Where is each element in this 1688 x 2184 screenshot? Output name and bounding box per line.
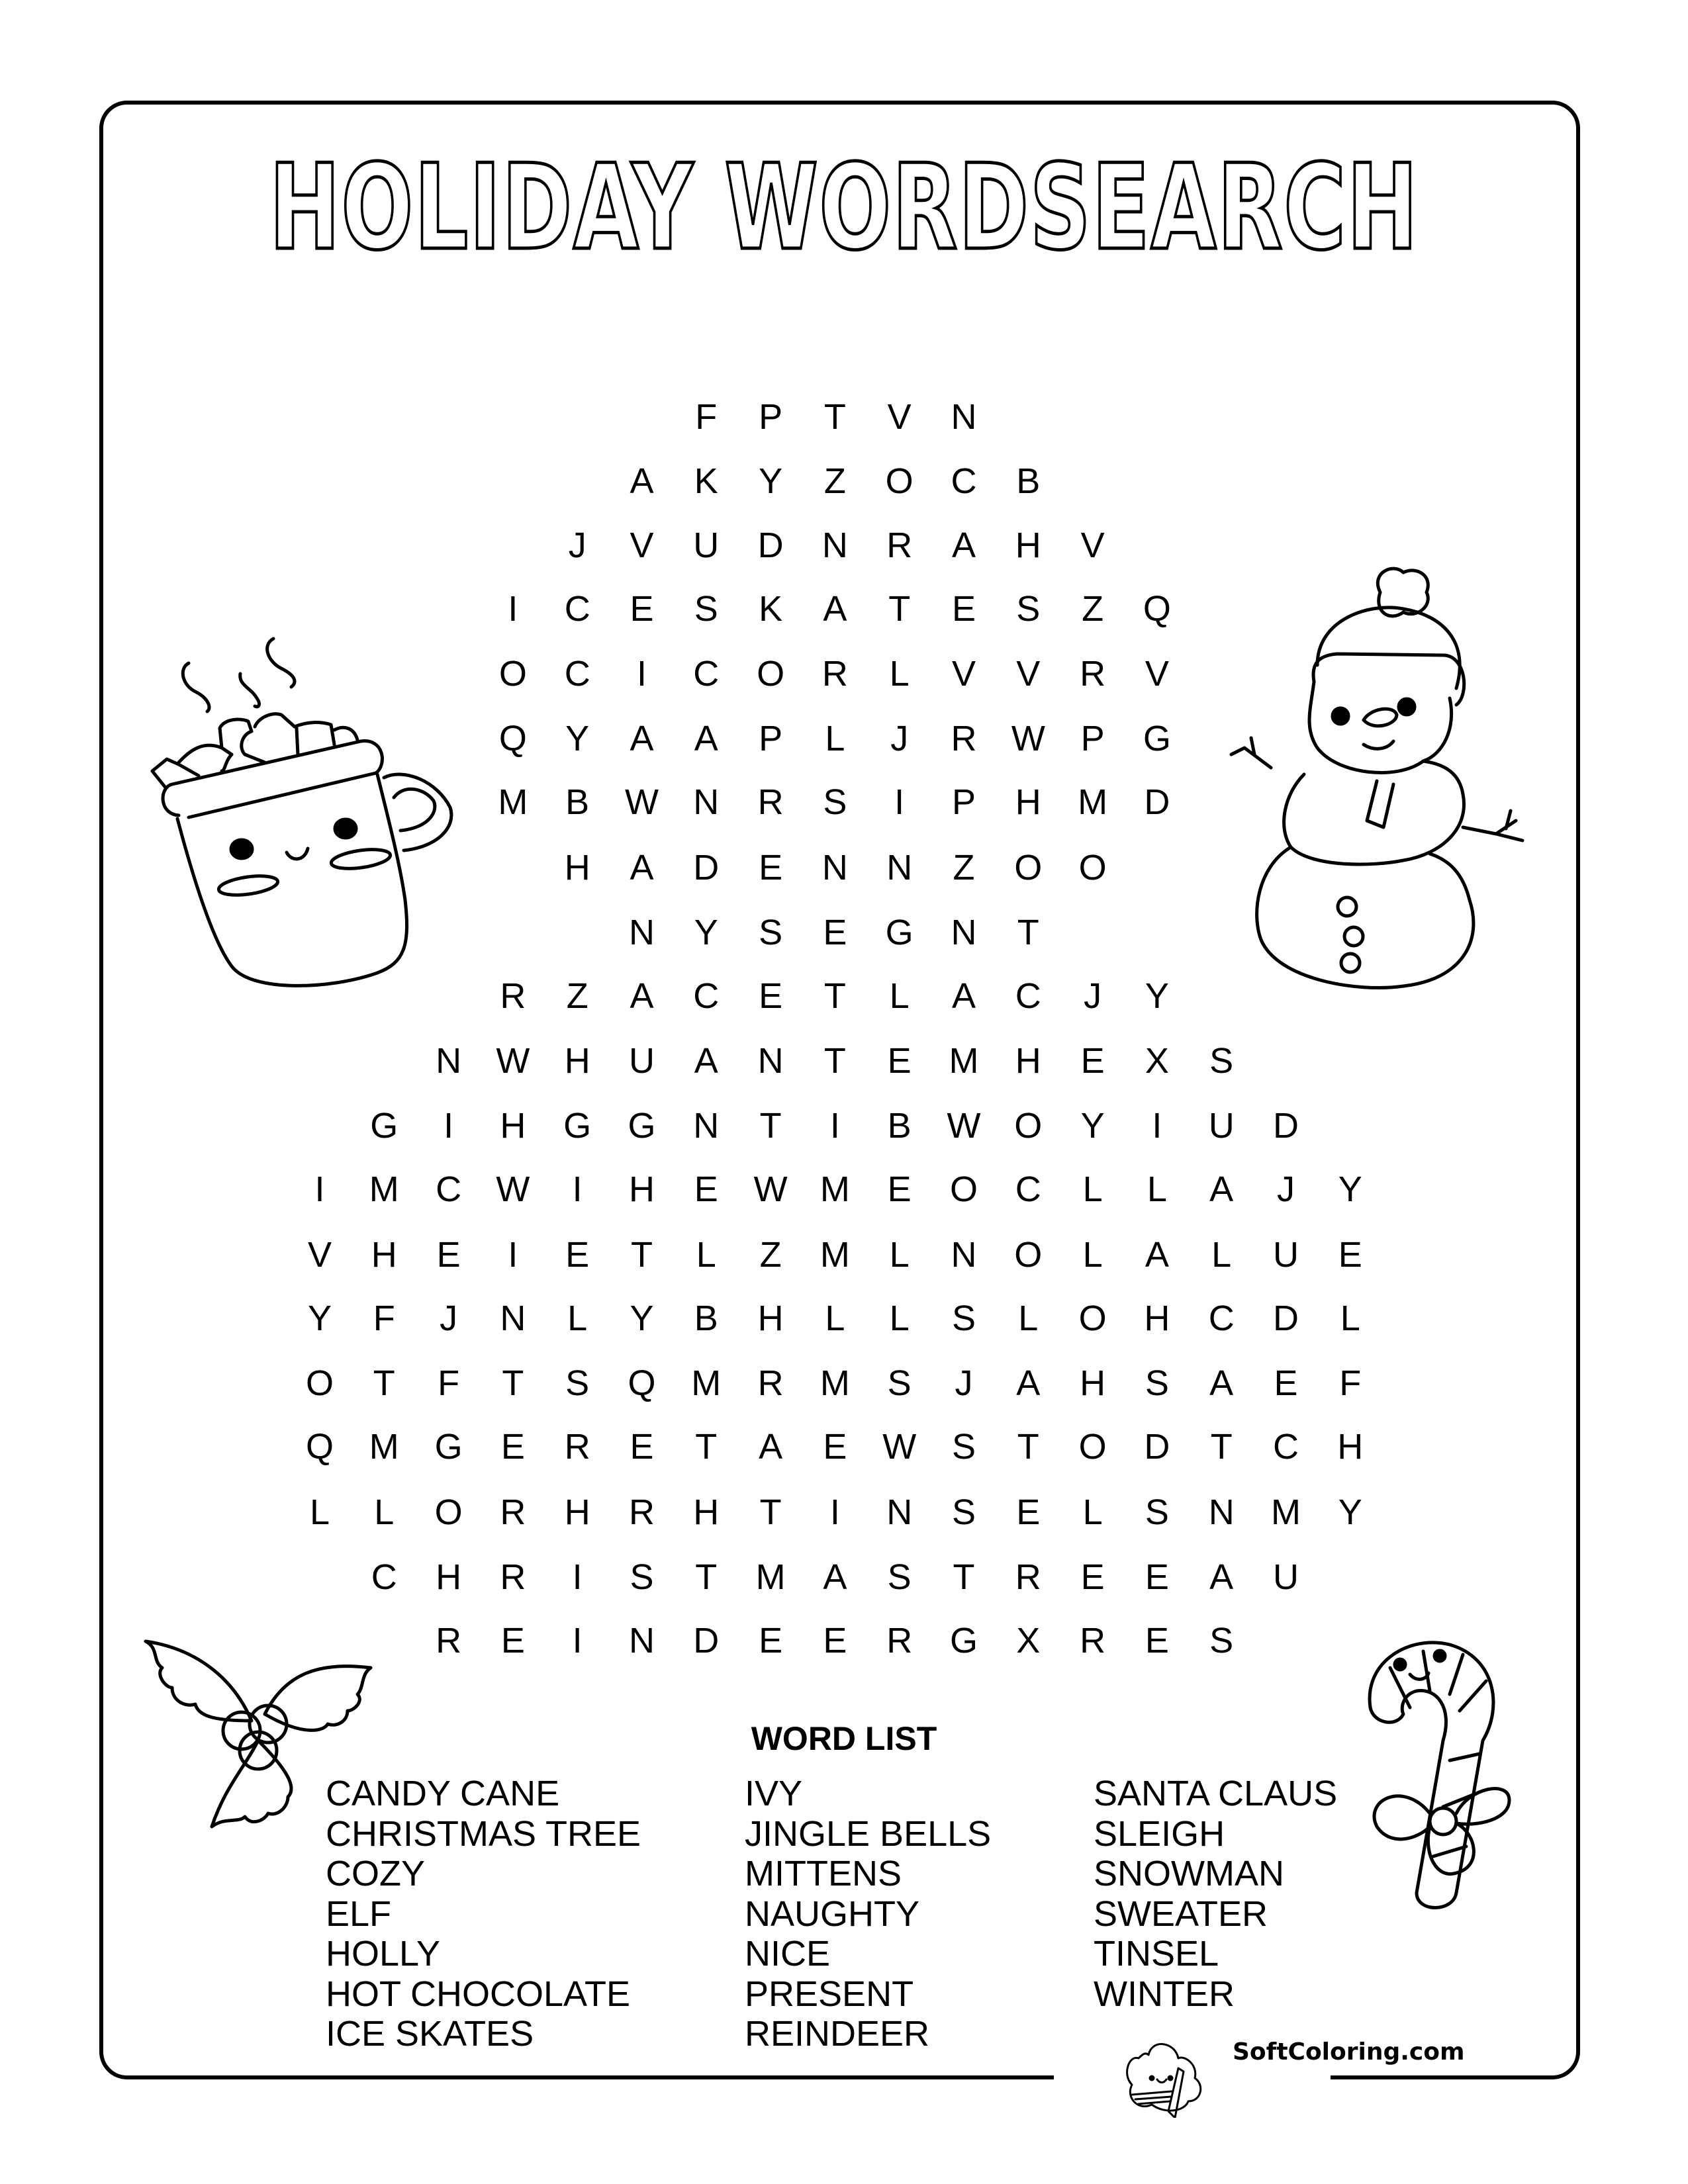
grid-cell[interactable]: C (693, 976, 720, 1016)
grid-cell[interactable]: L (825, 719, 845, 758)
grid-cell[interactable]: H (436, 1557, 462, 1597)
grid-cell[interactable]: O (885, 461, 914, 501)
grid-cell[interactable]: T (631, 1235, 653, 1275)
grid-cell[interactable]: T (373, 1363, 395, 1403)
grid-cell[interactable]: I (508, 1235, 518, 1275)
grid-cell[interactable]: E (1080, 1557, 1105, 1597)
word-list-item: COZY (326, 1854, 426, 1893)
grid-cell[interactable]: N (821, 848, 848, 887)
grid-cell[interactable]: N (436, 1041, 462, 1081)
grid-cell[interactable]: H (1144, 1298, 1170, 1338)
grid-cell[interactable]: J (1084, 976, 1102, 1016)
grid-cell[interactable]: B (1016, 461, 1041, 501)
word-list-item: SWEATER (1094, 1893, 1268, 1934)
grid-cell[interactable]: T (823, 1041, 846, 1081)
grid-cell[interactable]: N (1208, 1492, 1235, 1532)
grid-cell[interactable]: T (502, 1363, 524, 1403)
grid-cell[interactable]: J (440, 1298, 458, 1338)
grid-cell[interactable]: L (825, 1298, 845, 1338)
grid-cell[interactable]: N (629, 1621, 655, 1661)
grid-cell[interactable]: C (693, 654, 720, 694)
grid-cell[interactable]: M (498, 782, 528, 822)
grid-cell[interactable]: L (567, 1298, 588, 1338)
grid-cell[interactable]: E (759, 848, 783, 887)
grid-cell[interactable]: Z (759, 1235, 782, 1275)
grid-cell[interactable]: I (572, 1557, 583, 1597)
grid-cell[interactable]: A (951, 976, 976, 1016)
grid-cell[interactable]: O (1078, 1298, 1107, 1338)
grid-cell[interactable]: I (636, 654, 647, 694)
grid-cell[interactable]: D (1273, 1298, 1299, 1338)
grid-cell[interactable]: N (693, 1106, 720, 1146)
grid-cell[interactable]: N (951, 1235, 977, 1275)
grid-cell[interactable]: Q (305, 1427, 334, 1467)
grid-cell[interactable]: U (629, 1041, 655, 1081)
grid-cell[interactable]: Y (1338, 1169, 1362, 1209)
grid-cell[interactable]: D (1144, 782, 1170, 822)
grid-cell[interactable]: T (695, 1557, 718, 1597)
grid-cell[interactable]: E (630, 589, 654, 629)
word-list-item: REINDEER (745, 2014, 930, 2054)
grid-cell[interactable]: N (500, 1298, 526, 1338)
grid-cell[interactable]: F (695, 397, 718, 437)
grid-cell[interactable]: R (886, 1621, 913, 1661)
grid-cell[interactable]: Q (628, 1363, 656, 1403)
grid-cell[interactable]: H (564, 1492, 590, 1532)
grid-cell[interactable]: I (508, 589, 518, 629)
grid-cell[interactable]: C (1015, 1169, 1041, 1209)
grid-cell[interactable]: W (1011, 719, 1045, 758)
grid-cell[interactable]: O (498, 654, 527, 694)
grid-cell[interactable]: O (305, 1363, 334, 1403)
grid-cell[interactable]: H (1337, 1427, 1364, 1467)
grid-cell[interactable]: T (823, 397, 846, 437)
grid-cell[interactable]: M (1271, 1492, 1301, 1532)
grid-cell[interactable]: T (888, 589, 911, 629)
grid-cell[interactable]: S (951, 1298, 976, 1338)
grid-cell[interactable]: Y (1338, 1492, 1362, 1532)
grid-cell[interactable]: N (886, 848, 913, 887)
grid-cell[interactable]: J (568, 525, 586, 565)
grid-cell[interactable]: H (1080, 1363, 1106, 1403)
grid-cell[interactable]: C (951, 461, 977, 501)
grid-cell[interactable]: E (887, 1041, 912, 1081)
grid-cell[interactable]: K (694, 461, 718, 501)
word-list-item: HOLLY (326, 1934, 441, 1974)
word-list-item: NICE (745, 1934, 831, 1974)
word-list-item: SLEIGH (1094, 1813, 1225, 1854)
grid-cell[interactable]: S (887, 1557, 912, 1597)
grid-cell[interactable]: A (951, 525, 976, 565)
grid-cell[interactable]: V (951, 654, 976, 694)
grid-cell[interactable]: R (629, 1492, 655, 1532)
word-list-item: SANTA CLAUS (1094, 1774, 1338, 1813)
grid-cell[interactable]: I (314, 1169, 325, 1209)
grid-cell[interactable]: Q (498, 719, 527, 758)
grid-cell[interactable]: O (1078, 1427, 1107, 1467)
grid-cell[interactable]: P (1080, 719, 1105, 758)
grid-cell[interactable]: V (887, 397, 912, 437)
grid-cell[interactable]: H (1015, 525, 1041, 565)
brand-text[interactable]: SoftColoring.com (1233, 2038, 1465, 2066)
grid-cell[interactable]: S (759, 913, 783, 952)
grid-cell[interactable]: L (309, 1492, 330, 1532)
word-list-item: MITTENS (745, 1854, 902, 1893)
grid-cell[interactable]: Y (630, 1298, 654, 1338)
grid-cell[interactable]: A (630, 848, 654, 887)
grid-cell[interactable]: A (823, 589, 847, 629)
grid-cell[interactable]: Y (1145, 976, 1169, 1016)
softcoloring-logo-icon (1112, 2019, 1231, 2118)
grid-cell[interactable]: E (1080, 1041, 1105, 1081)
grid-cell[interactable]: V (1016, 654, 1041, 694)
grid-cell[interactable]: R (564, 1427, 590, 1467)
grid-cell[interactable]: G (949, 1621, 978, 1661)
grid-cell[interactable]: Y (307, 1298, 332, 1338)
grid-cell[interactable]: M (755, 1557, 786, 1597)
grid-cell[interactable]: R (500, 1557, 526, 1597)
grid-cell[interactable]: W (625, 782, 659, 822)
grid-cell[interactable]: R (886, 525, 913, 565)
word-list-column-3 (1094, 1774, 1337, 2014)
grid-cell[interactable]: L (1147, 1169, 1167, 1209)
grid-cell[interactable]: M (1078, 782, 1108, 822)
word-list-column-1 (326, 1774, 641, 2054)
grid-cell[interactable]: P (951, 782, 976, 822)
grid-cell[interactable]: E (500, 1621, 525, 1661)
grid-cell[interactable]: M (691, 1363, 722, 1403)
grid-cell[interactable]: E (500, 1427, 525, 1467)
grid-cell[interactable]: Y (759, 461, 783, 501)
grid-cell[interactable]: E (887, 1169, 912, 1209)
grid-cell[interactable]: T (759, 1106, 782, 1146)
grid-cell[interactable]: R (1080, 654, 1106, 694)
grid-cell[interactable]: S (1016, 589, 1041, 629)
grid-cell[interactable]: H (629, 1169, 655, 1209)
grid-cell[interactable]: S (1145, 1363, 1169, 1403)
grid-cell[interactable]: O (1014, 1106, 1043, 1146)
grid-cell[interactable]: J (955, 1363, 973, 1403)
grid-cell[interactable]: D (693, 848, 720, 887)
grid-cell[interactable]: S (951, 1427, 976, 1467)
word-list-item: HOT CHOCOLATE (326, 1974, 631, 2014)
grid-cell[interactable]: A (694, 1041, 718, 1081)
grid-cell[interactable]: U (1273, 1235, 1299, 1275)
grid-cell[interactable]: S (694, 589, 718, 629)
grid-cell[interactable]: R (1080, 1621, 1106, 1661)
grid-cell[interactable]: L (889, 976, 910, 1016)
grid-cell[interactable]: W (496, 1169, 530, 1209)
grid-cell[interactable]: C (1273, 1427, 1299, 1467)
grid-cell[interactable]: E (694, 1169, 718, 1209)
grid-cell[interactable]: P (759, 719, 783, 758)
grid-cell[interactable]: X (1145, 1041, 1169, 1081)
grid-cell[interactable]: I (894, 782, 905, 822)
grid-cell[interactable]: O (1078, 848, 1107, 887)
grid-cell[interactable]: G (885, 913, 914, 952)
grid-cell[interactable]: L (1082, 1492, 1103, 1532)
grid-cell[interactable]: A (1145, 1235, 1169, 1275)
grid-cell[interactable]: R (436, 1621, 462, 1661)
grid-cell[interactable]: E (630, 1427, 654, 1467)
grid-cell[interactable]: F (438, 1363, 460, 1403)
grid-cell[interactable]: N (757, 1041, 784, 1081)
grid-cell[interactable]: S (823, 782, 847, 822)
candy-cane-icon (1350, 1628, 1542, 1933)
grid-cell[interactable]: M (820, 1235, 850, 1275)
grid-cell[interactable]: S (887, 1363, 912, 1403)
grid-cell[interactable]: K (759, 589, 783, 629)
grid-cell[interactable]: A (759, 1427, 783, 1467)
grid-cell[interactable]: X (1016, 1621, 1041, 1661)
grid-cell[interactable]: Y (1080, 1106, 1105, 1146)
grid-cell[interactable]: V (307, 1235, 332, 1275)
word-list-item: ICE SKATES (326, 2014, 534, 2054)
grid-cell[interactable]: E (1145, 1557, 1169, 1597)
grid-cell[interactable]: G (434, 1427, 463, 1467)
grid-cell[interactable]: H (1015, 1041, 1041, 1081)
grid-cell[interactable]: S (1145, 1492, 1169, 1532)
grid-cell[interactable]: D (1273, 1106, 1299, 1146)
grid-cell[interactable]: S (630, 1557, 654, 1597)
grid-cell[interactable]: R (1015, 1557, 1041, 1597)
grid-cell[interactable]: E (1274, 1363, 1298, 1403)
grid-cell[interactable]: W (496, 1041, 530, 1081)
page-title: HOLIDAY WORDSEARCH (269, 139, 1419, 276)
grid-cell[interactable]: H (564, 1041, 590, 1081)
grid-cell[interactable]: C (1015, 976, 1041, 1016)
grid-cell[interactable]: O (1014, 1235, 1043, 1275)
word-list-item: IVY (745, 1774, 803, 1813)
grid-cell[interactable]: T (695, 1427, 718, 1467)
word-list-item: WINTER (1094, 1974, 1235, 2014)
grid-cell[interactable]: E (823, 1427, 847, 1467)
grid-cell[interactable]: V (630, 525, 654, 565)
grid-cell[interactable]: C (371, 1557, 397, 1597)
grid-cell[interactable]: S (1209, 1621, 1234, 1661)
grid-cell[interactable]: A (1016, 1363, 1041, 1403)
grid-cell[interactable]: N (951, 913, 977, 952)
grid-cell[interactable]: E (759, 976, 783, 1016)
grid-cell[interactable]: L (1211, 1235, 1232, 1275)
grid-cell[interactable]: G (628, 1106, 656, 1146)
grid-cell[interactable]: U (1273, 1557, 1299, 1597)
grid-cell[interactable]: U (693, 525, 720, 565)
grid-cell[interactable]: L (1082, 1235, 1103, 1275)
grid-cell[interactable]: T (1017, 1427, 1039, 1467)
word-list-item: CANDY CANE (326, 1774, 560, 1813)
grid-cell[interactable]: R (757, 1363, 784, 1403)
grid-cell[interactable]: Y (565, 719, 590, 758)
grid-cell[interactable]: G (563, 1106, 592, 1146)
grid-cell[interactable]: B (694, 1298, 718, 1338)
grid-cell[interactable]: B (565, 782, 590, 822)
grid-cell[interactable]: E (565, 1235, 590, 1275)
grid-cell[interactable]: V (1080, 525, 1105, 565)
grid-cell[interactable]: L (1340, 1298, 1360, 1338)
grid-cell[interactable]: R (951, 719, 977, 758)
grid-cell[interactable]: C (1208, 1298, 1235, 1338)
grid-cell[interactable]: I (829, 1106, 840, 1146)
grid-cell[interactable]: O (1014, 848, 1043, 887)
grid-cell[interactable]: Z (566, 976, 588, 1016)
grid-cell[interactable]: I (572, 1169, 583, 1209)
grid-cell[interactable]: V (1145, 654, 1169, 694)
grid-cell[interactable]: A (630, 719, 654, 758)
grid-cell[interactable]: M (369, 1427, 399, 1467)
grid-cell[interactable]: Z (823, 461, 846, 501)
grid-cell[interactable]: O (757, 654, 785, 694)
grid-cell[interactable]: H (1015, 782, 1041, 822)
grid-cell[interactable]: A (630, 976, 654, 1016)
grid-cell[interactable]: D (693, 1621, 720, 1661)
grid-cell[interactable]: E (1338, 1235, 1362, 1275)
grid-cell[interactable]: H (693, 1492, 720, 1532)
grid-cell[interactable]: I (1152, 1106, 1162, 1146)
grid-cell[interactable]: T (759, 1492, 782, 1532)
grid-cell[interactable]: W (753, 1169, 788, 1209)
grid-cell[interactable]: R (500, 1492, 526, 1532)
grid-cell[interactable]: Y (694, 913, 718, 952)
grid-cell[interactable]: H (757, 1298, 784, 1338)
grid-cell[interactable]: O (949, 1169, 978, 1209)
grid-cell[interactable]: U (1208, 1106, 1235, 1146)
grid-cell[interactable]: T (1017, 913, 1039, 952)
grid-cell[interactable]: B (887, 1106, 912, 1146)
word-list-title: WORD LIST (751, 1720, 937, 1757)
grid-cell[interactable]: E (951, 589, 976, 629)
grid-cell[interactable]: A (694, 719, 718, 758)
grid-cell[interactable]: M (949, 1041, 979, 1081)
word-list-item: JINGLE BELLS (745, 1813, 992, 1854)
grid-cell[interactable]: L (889, 1298, 910, 1338)
grid-cell[interactable]: A (630, 461, 654, 501)
grid-cell[interactable]: M (820, 1169, 850, 1209)
grid-cell[interactable]: L (1018, 1298, 1039, 1338)
grid-cell[interactable]: C (564, 654, 590, 694)
grid-cell[interactable]: S (565, 1363, 590, 1403)
grid-cell[interactable]: N (629, 913, 655, 952)
grid-cell[interactable]: N (886, 1492, 913, 1532)
grid-cell[interactable]: A (1209, 1169, 1234, 1209)
grid-cell[interactable]: C (564, 589, 590, 629)
word-list-item: SNOWMAN (1094, 1854, 1284, 1893)
word-list-item: CHRISTMAS TREE (326, 1813, 641, 1854)
grid-cell[interactable]: L (374, 1492, 395, 1532)
grid-cell[interactable]: T (953, 1557, 975, 1597)
word-list-item: TINSEL (1094, 1934, 1219, 1974)
grid-cell[interactable]: L (889, 1235, 910, 1275)
grid-cell[interactable]: L (889, 654, 910, 694)
grid-cell[interactable]: H (500, 1106, 526, 1146)
word-list-item: PRESENT (745, 1974, 914, 2014)
grid-cell[interactable]: N (951, 397, 977, 437)
grid-cell[interactable]: M (369, 1169, 399, 1209)
grid-cell[interactable]: O (434, 1492, 463, 1532)
grid-cell[interactable]: A (823, 1557, 847, 1597)
grid-cell[interactable]: H (371, 1235, 397, 1275)
grid-cell[interactable]: R (821, 654, 848, 694)
grid-cell[interactable]: G (370, 1106, 399, 1146)
grid-cell[interactable]: G (1143, 719, 1171, 758)
grid-cell[interactable]: W (947, 1106, 981, 1146)
grid-cell[interactable]: J (890, 719, 909, 758)
grid-cell[interactable]: M (820, 1363, 850, 1403)
grid-cell[interactable]: D (1144, 1427, 1170, 1467)
grid-cell[interactable]: T (823, 976, 846, 1016)
grid-cell[interactable]: E (823, 1621, 847, 1661)
grid-cell[interactable]: H (564, 848, 590, 887)
grid-cell[interactable]: E (1145, 1621, 1169, 1661)
grid-cell[interactable]: L (696, 1235, 716, 1275)
grid-cell[interactable]: F (1339, 1363, 1362, 1403)
hot-chocolate-mug-icon (132, 622, 477, 1046)
grid-cell[interactable]: W (882, 1427, 917, 1467)
grid-cell[interactable]: R (500, 976, 526, 1016)
grid-cell[interactable]: S (951, 1492, 976, 1532)
grid-cell[interactable]: F (373, 1298, 395, 1338)
grid-cell[interactable]: E (759, 1621, 783, 1661)
grid-cell[interactable]: P (759, 397, 783, 437)
grid-cell[interactable]: N (821, 525, 848, 565)
grid-cell[interactable]: L (1082, 1169, 1103, 1209)
grid-cell[interactable]: I (572, 1621, 583, 1661)
grid-cell[interactable]: I (829, 1492, 840, 1532)
grid-cell[interactable]: S (1209, 1041, 1234, 1081)
grid-cell[interactable]: J (1277, 1169, 1295, 1209)
grid-cell[interactable]: Q (1143, 589, 1171, 629)
grid-cell[interactable]: A (1209, 1557, 1234, 1597)
grid-cell[interactable]: R (757, 782, 784, 822)
grid-cell[interactable]: T (1210, 1427, 1233, 1467)
grid-cell[interactable]: N (693, 782, 720, 822)
grid-cell[interactable]: D (757, 525, 784, 565)
grid-cell[interactable]: E (823, 913, 847, 952)
grid-cell[interactable]: Z (953, 848, 975, 887)
grid-cell[interactable]: Z (1082, 589, 1104, 629)
snowman-icon (1205, 556, 1562, 1072)
grid-cell[interactable]: E (436, 1235, 461, 1275)
grid-cell[interactable]: I (444, 1106, 454, 1146)
word-list-item: ELF (326, 1893, 392, 1934)
word-list-item: NAUGHTY (745, 1893, 920, 1934)
word-list-column-2 (745, 1774, 991, 2054)
grid-cell[interactable]: A (1209, 1363, 1234, 1403)
grid-cell[interactable]: C (436, 1169, 462, 1209)
grid-cell[interactable]: E (1016, 1492, 1041, 1532)
